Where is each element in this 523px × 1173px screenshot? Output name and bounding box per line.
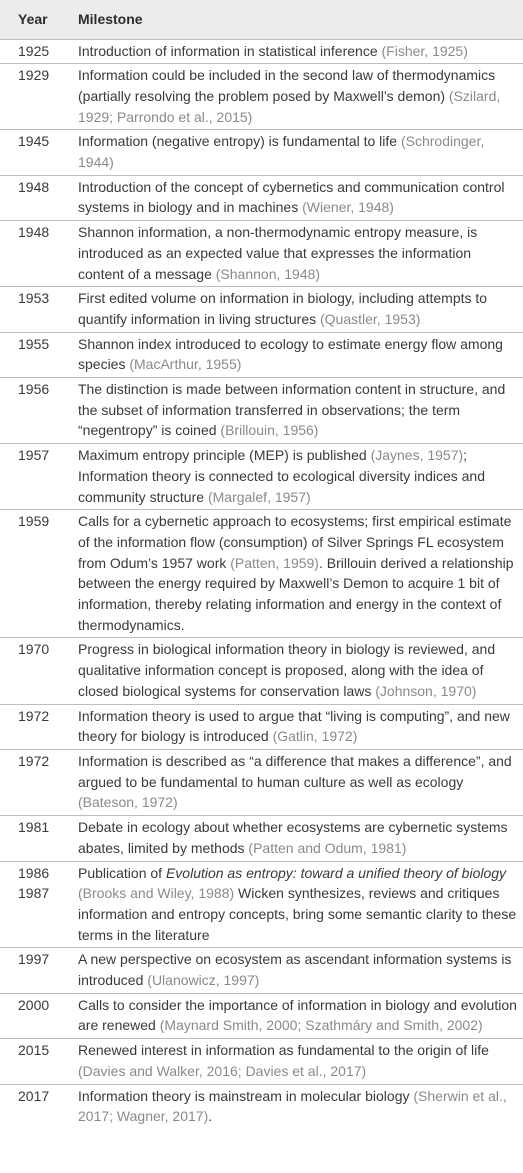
year-value: 1972 — [18, 707, 50, 724]
milestone-text: Information theory is used to argue that “living is computing”, and new theory for biology is introduced — [78, 707, 510, 745]
table-row — [0, 750, 523, 816]
citation-link[interactable]: (Wiener, 1948) — [302, 199, 394, 216]
citation-link[interactable]: (Schrodinger, 1944) — [78, 133, 485, 171]
year-cell — [0, 993, 78, 1038]
milestone-cell — [78, 332, 523, 377]
citation-link[interactable]: (Szilard, 1929; Parrondo et al., 2015) — [78, 87, 501, 125]
table-row — [0, 704, 523, 749]
milestone-text: Information could be included in the second law of thermodynamics (partially resolving the problem posed by Maxwell’s demon) — [78, 67, 496, 104]
year-value: 1956 — [18, 381, 50, 398]
milestone-text: ; Information theory is connected to ecological diversity indices and community structure — [78, 447, 485, 505]
milestone-cell — [78, 444, 523, 510]
year-value: 1986 — [18, 864, 50, 881]
citation-link[interactable]: (Patten and Odum, 1981) — [248, 839, 407, 856]
citation-link[interactable]: (Quastler, 1953) — [320, 310, 421, 327]
milestone-text: Calls to consider the importance of information in biology and evolution are renewed — [78, 996, 517, 1034]
milestone-text: Information (negative entropy) is fundamental to life — [78, 133, 401, 150]
citation-link[interactable]: (Bateson, 1972) — [78, 794, 178, 811]
milestone-text: Calls for a cybernetic approach to ecosystems; first empirical estimate of the information flow (consumption) of Silver Springs FL ecosystem from Odum’s 1957 work — [78, 513, 512, 571]
table-row — [0, 221, 523, 287]
year-cell — [0, 704, 78, 749]
table-row — [0, 444, 523, 510]
citation-link[interactable]: (Sherwin et al., 2017; Wagner, 2017) — [78, 1087, 507, 1125]
milestone-text: . — [208, 1108, 213, 1125]
book-title: Evolution as entropy: toward a unified theory of biology — [165, 864, 507, 881]
milestone-text: Publication of — [78, 864, 166, 881]
milestone-cell — [78, 287, 523, 332]
milestone-cell — [78, 1039, 523, 1084]
year-cell — [0, 510, 78, 638]
citation-link[interactable]: (Patten, 1959) — [230, 554, 319, 571]
citation-link[interactable]: (Johnson, 1970) — [375, 682, 477, 699]
header-row — [0, 0, 523, 39]
year-value: 1955 — [18, 335, 50, 352]
milestone-text: Shannon information, a non-thermodynamic entropy measure, is introduced as an expected value that expresses the information content of a message — [78, 224, 478, 282]
year-cell — [0, 378, 78, 444]
milestone-text: First edited volume on information in biology, including attempts to quantify information in living structures — [78, 290, 488, 327]
table-row — [0, 510, 523, 638]
milestone-cell — [78, 638, 523, 704]
year-cell — [0, 1084, 78, 1129]
milestone-cell — [78, 704, 523, 749]
year-cell — [0, 638, 78, 704]
year-value: 1925 — [18, 42, 50, 59]
milestone-text: A new perspective on ecosystem as ascendant information systems is introduced — [78, 951, 512, 989]
year-value: 2000 — [18, 996, 50, 1013]
table-row — [0, 175, 523, 220]
milestone-text: Maximum entropy principle (MEP) is published — [78, 447, 371, 464]
milestone-cell — [78, 39, 523, 64]
year-value: 1953 — [18, 290, 50, 307]
citation-link[interactable]: (Ulanowicz, 1997) — [147, 972, 260, 989]
milestone-cell — [78, 993, 523, 1038]
year-value: 1957 — [18, 447, 50, 464]
citation-link[interactable]: (Brillouin, 1956) — [220, 422, 319, 439]
year-cell — [0, 816, 78, 861]
table-row — [0, 993, 523, 1038]
year-cell — [0, 332, 78, 377]
table-row — [0, 287, 523, 332]
table-row — [0, 378, 523, 444]
milestone-text: Progress in biological information theory in biology is reviewed, and qualitative information concept is proposed, along with the idea of closed biological systems for conservation laws — [78, 641, 496, 699]
year-cell — [0, 64, 78, 130]
milestone-cell — [78, 861, 523, 948]
year-cell — [0, 444, 78, 510]
year-value: 1929 — [18, 67, 50, 84]
year-value: 2015 — [18, 1042, 50, 1059]
year-value: 1948 — [18, 224, 50, 241]
milestone-text: . Brillouin derived a relationship between the energy required by Maxwell’s Demon to acquire 1 bit of information, thereby relating information and energy in the context of thermodynamics. — [78, 554, 514, 633]
milestone-text: Information is described as “a difference that makes a difference”, and argued to be fundamental to human culture as well as ecology — [78, 753, 512, 790]
table-row — [0, 130, 523, 175]
year-cell — [0, 130, 78, 175]
table-row — [0, 861, 523, 948]
milestone-text: Debate in ecology about whether ecosystems are cybernetic systems abates, limited by methods — [78, 819, 508, 856]
citation-link[interactable]: (Brooks and Wiley, 1988) — [78, 885, 235, 902]
year-cell — [0, 39, 78, 64]
milestone-cell — [78, 130, 523, 175]
year-value: 1997 — [18, 951, 50, 968]
year-value: 1959 — [18, 513, 50, 530]
milestone-cell — [78, 1084, 523, 1129]
milestone-cell — [78, 510, 523, 638]
year-value: 1970 — [18, 641, 50, 658]
milestone-cell — [78, 948, 523, 993]
table-row — [0, 638, 523, 704]
year-cell — [0, 861, 78, 948]
year-cell — [0, 221, 78, 287]
table-header — [0, 0, 523, 39]
milestone-text: Information theory is mainstream in molecular biology — [78, 1087, 414, 1104]
milestone-cell — [78, 750, 523, 816]
table-row — [0, 1039, 523, 1084]
table-row — [0, 64, 523, 130]
milestone-text: The distinction is made between information content in structure, and the subset of information transferred in observations; the term “negentropy” is coined — [78, 381, 506, 439]
citation-link[interactable]: (Gatlin, 1972) — [272, 728, 358, 745]
citation-link[interactable]: (Davies and Walker, 2016; Davies et al., 2017) — [78, 1062, 367, 1079]
table-row — [0, 332, 523, 377]
year-cell — [0, 1039, 78, 1084]
year-cell — [0, 287, 78, 332]
citation-link[interactable]: (MacArthur, 1955) — [129, 356, 242, 373]
milestone-cell — [78, 816, 523, 861]
table-body — [0, 39, 523, 1129]
milestone-text: Wicken synthesizes, reviews and critiques information and entropy concepts, bring some semantic clarity to these terms in the literature — [78, 885, 517, 943]
year-cell — [0, 750, 78, 816]
table-row — [0, 816, 523, 861]
year-cell — [0, 175, 78, 220]
milestone-text: Introduction of information in statistical inference — [78, 42, 382, 59]
table-row — [0, 39, 523, 64]
milestone-cell — [78, 378, 523, 444]
milestone-text: Shannon index introduced to ecology to estimate energy flow among species — [78, 335, 503, 373]
citation-link[interactable]: (Margalef, 1957) — [207, 488, 311, 505]
milestone-text: Introduction of the concept of cybernetics and communication control systems in biology and in machines — [78, 178, 505, 216]
milestone-cell — [78, 221, 523, 287]
table-row — [0, 1084, 523, 1129]
year-cell — [0, 948, 78, 993]
milestone-text: Renewed interest in information as fundamental to the origin of life — [78, 1042, 489, 1059]
year-column-header: Year — [18, 11, 48, 28]
year-value: 1987 — [18, 885, 50, 902]
citation-link[interactable]: (Shannon, 1948) — [215, 265, 321, 282]
table-row — [0, 948, 523, 993]
year-value: 1945 — [18, 133, 50, 150]
year-value: 1981 — [18, 819, 50, 836]
year-value: 1972 — [18, 753, 50, 769]
milestone-cell — [78, 175, 523, 220]
citation-link[interactable]: (Fisher, 1925) — [381, 42, 468, 59]
citation-link[interactable]: (Maynard Smith, 2000; Szathmáry and Smith, 2002) — [159, 1017, 483, 1034]
milestone-cell — [78, 64, 523, 130]
year-value: 1948 — [18, 178, 50, 195]
year-value: 2017 — [18, 1087, 50, 1104]
citation-link[interactable]: (Jaynes, 1957) — [370, 447, 464, 464]
milestone-column-header: Milestone — [78, 11, 143, 28]
